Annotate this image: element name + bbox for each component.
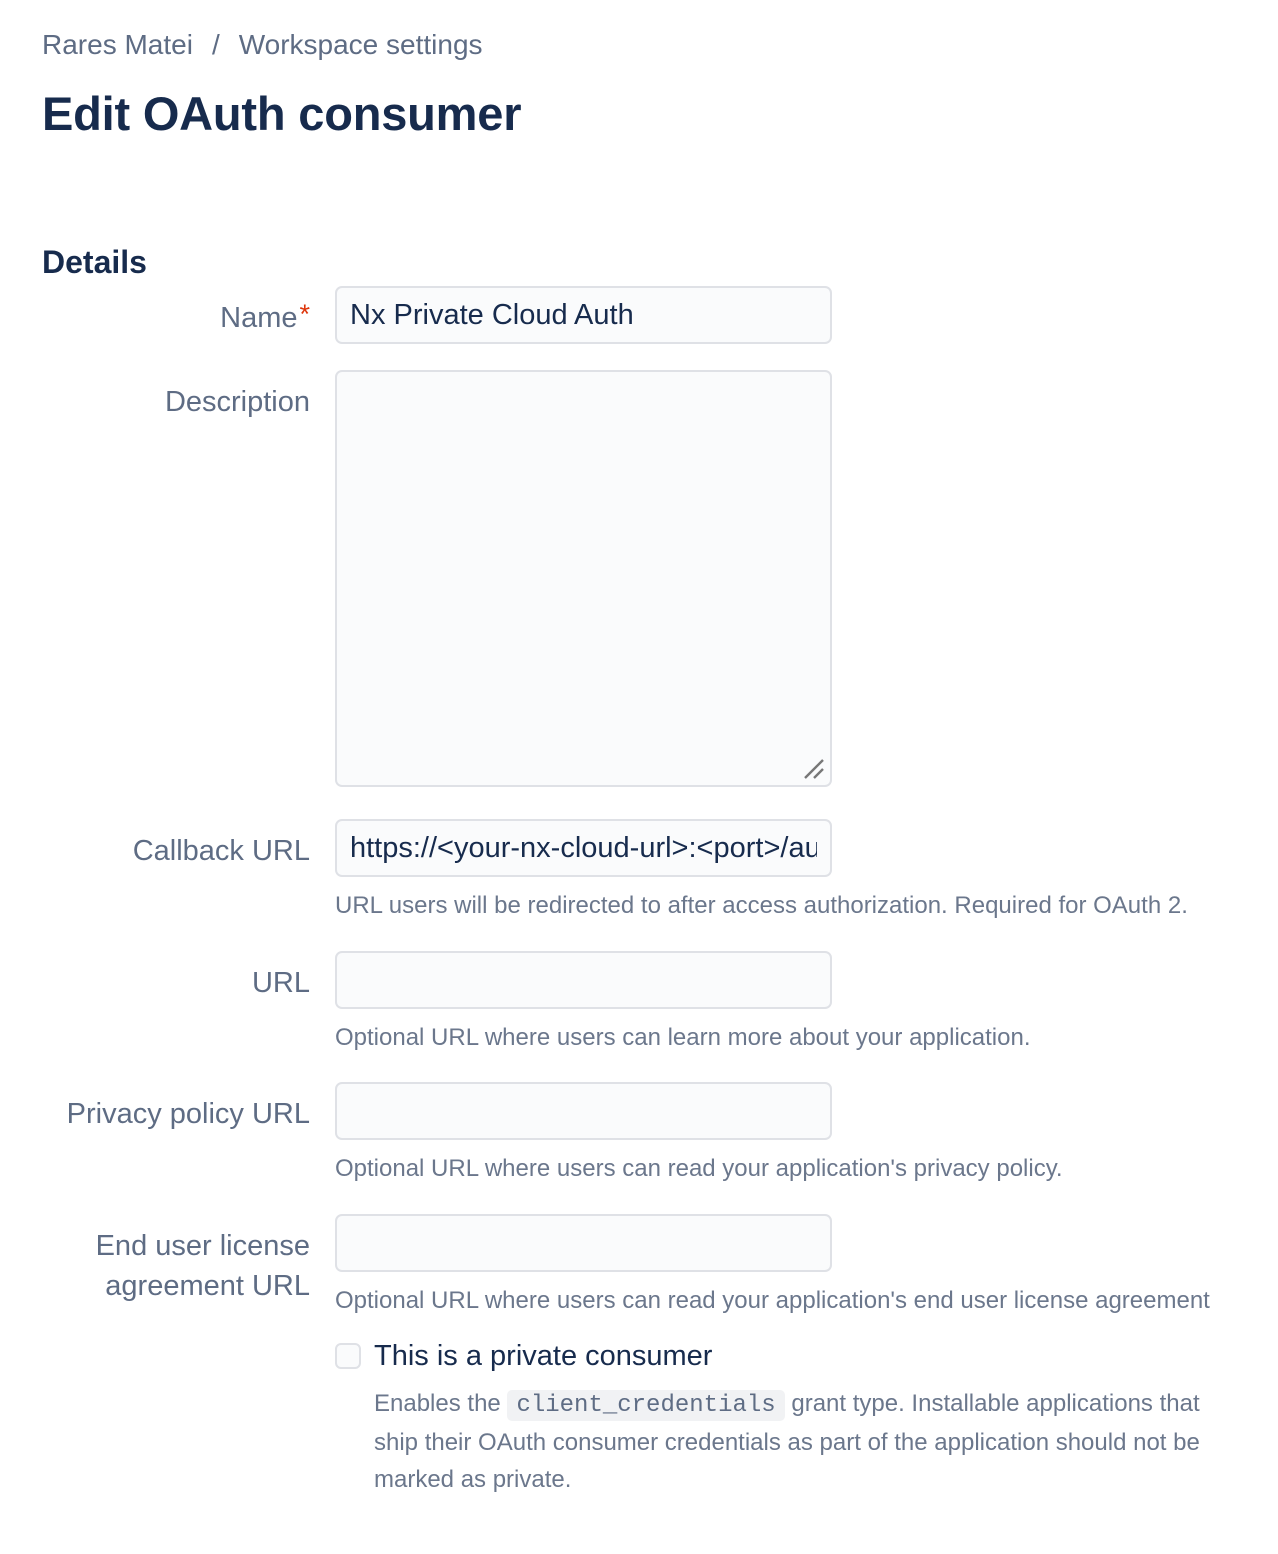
- breadcrumb: [42, 29, 1236, 60]
- breadcrumb-workspace-link[interactable]: Rares Matei: [42, 29, 193, 60]
- client-credentials-code-chip: client_credentials: [507, 1390, 784, 1421]
- eula-url-label: End user license agreement URL: [95, 1230, 310, 1302]
- details-section-heading: Details: [42, 244, 147, 280]
- privacy-policy-url-helper-text: Optional URL where users can read your application's privacy policy.: [335, 1155, 1063, 1182]
- name-label-text: Name: [220, 302, 298, 334]
- name-row: [42, 286, 1236, 344]
- name-input[interactable]: [335, 286, 832, 344]
- private-consumer-checkbox[interactable]: [335, 1343, 361, 1369]
- private-consumer-row: [42, 1341, 1236, 1498]
- breadcrumb-workspace-settings-link[interactable]: Workspace settings: [238, 29, 483, 60]
- url-label: URL: [251, 967, 310, 999]
- private-consumer-spacer: [42, 1341, 310, 1498]
- page-title: Edit OAuth consumer: [42, 87, 522, 140]
- private-consumer-description-suffix: grant type. Installable applications that ship their OAuth consumer credentials as part of the application should not be marked as private.: [374, 1390, 1200, 1493]
- eula-url-helper-text: Optional URL where users can read your application's end user license agreement: [335, 1287, 1210, 1314]
- privacy-policy-url-label: Privacy policy URL: [66, 1098, 310, 1130]
- privacy-policy-url-input[interactable]: [335, 1082, 832, 1140]
- callback-url-label: Callback URL: [132, 835, 310, 867]
- eula-url-row: [42, 1214, 1236, 1316]
- description-textarea[interactable]: [335, 370, 832, 787]
- callback-url-helper-text: URL users will be redirected to after access authorization. Required for OAuth 2.: [335, 892, 1188, 919]
- name-label: [42, 286, 310, 344]
- url-row: [42, 951, 1236, 1053]
- callback-url-row: [42, 819, 1236, 921]
- oauth-consumer-form: [42, 286, 1236, 1498]
- url-input[interactable]: [335, 951, 832, 1009]
- description-row: [42, 370, 1236, 787]
- private-consumer-label[interactable]: This is a private consumer: [374, 1339, 713, 1372]
- eula-url-input[interactable]: [335, 1214, 832, 1272]
- privacy-policy-url-row: [42, 1082, 1236, 1184]
- callback-url-input[interactable]: [335, 819, 832, 877]
- description-label: Description: [164, 386, 310, 418]
- breadcrumb-separator: /: [211, 29, 220, 60]
- private-consumer-description-prefix: Enables the: [374, 1390, 508, 1417]
- private-consumer-description: [374, 1385, 1216, 1498]
- url-helper-text: Optional URL where users can learn more about your application.: [335, 1024, 1031, 1051]
- required-asterisk: *: [299, 299, 310, 329]
- textarea-resize-handle[interactable]: [801, 756, 825, 780]
